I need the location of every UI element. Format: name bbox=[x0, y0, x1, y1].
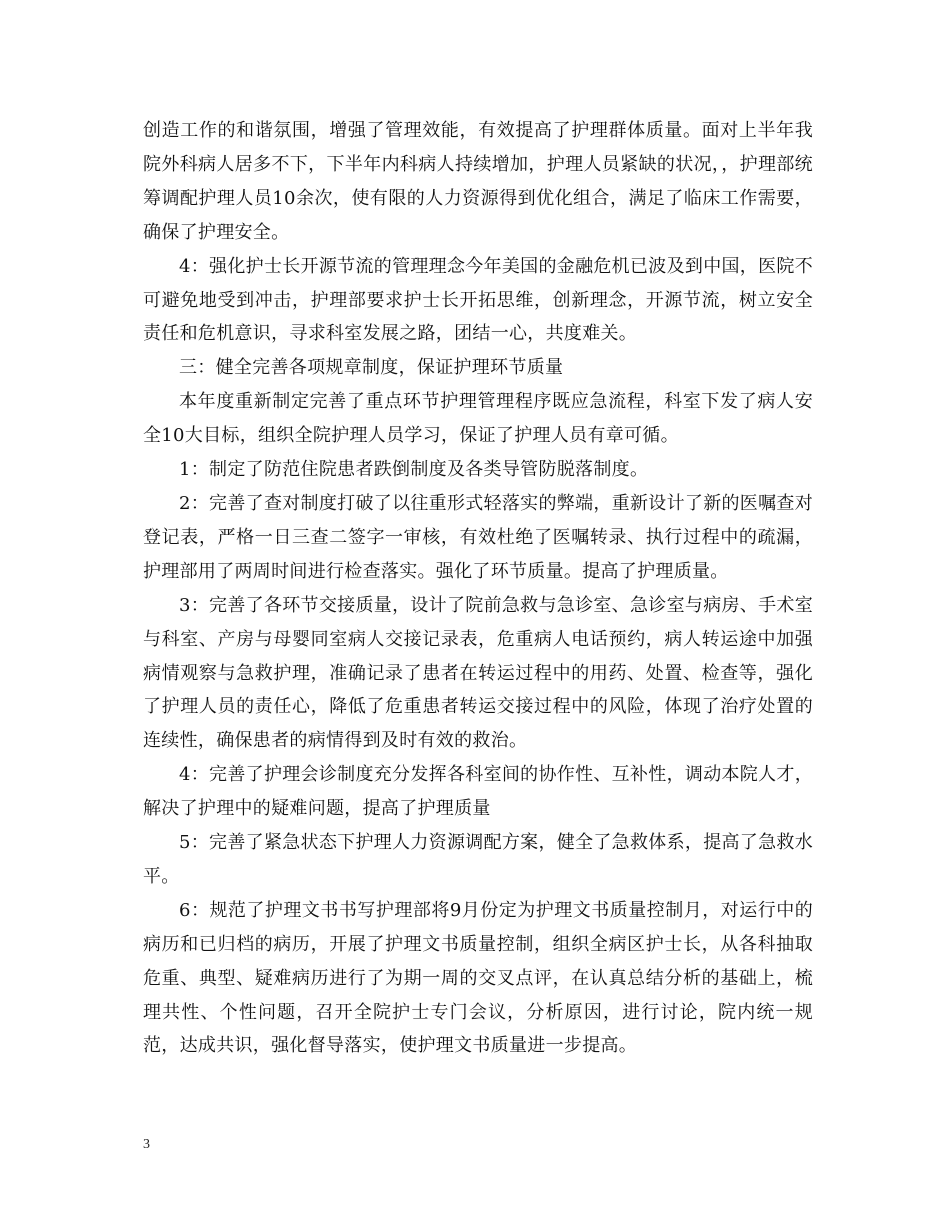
paragraph-section-3-intro: 本年度重新制定完善了重点环节护理管理程序既应急流程，科室下发了病人安全10大目标，组织全院护理人员学习，保证了护理人员有章可循。 bbox=[143, 391, 813, 447]
paragraph-item-4-cost-control: 4：强化护士长开源节流的管理理念今年美国的金融危机已波及到中国，医院不可避免地受到冲击，护理部要求护士长开拓思维，创新理念，开源节流，树立安全责任和危机意识，寻求科室发展之路，团结一心，共度难关。 bbox=[143, 255, 813, 345]
page-number: 3 bbox=[143, 1137, 150, 1152]
paragraph-item-5-emergency: 5：完善了紧急状态下护理人力资源调配方案，健全了急救体系，提高了急救水平。 bbox=[143, 832, 813, 887]
document-body bbox=[143, 114, 813, 1063]
section-heading-3: 三：健全完善各项规章制度，保证护理环节质量 bbox=[179, 357, 564, 379]
paragraph-item-6-documentation: 6：规范了护理文书书写护理部将9月份定为护理文书质量控制月，对运行中的病历和已归档的病历，开展了护理文书质量控制，组织全病区护士长，从各科抽取危重、典型、疑难病历进行了为期一周的交叉点评，在认真总结分析的基础上，梳理共性、个性问题，召开全院护士专门会议，分析原因，进行讨论，院内统一规范，达成共识，强化督导落实，使护理文书质量进一步提高。 bbox=[143, 899, 813, 1057]
paragraph-item-1-fall-prevention: 1：制定了防范住院患者跌倒制度及各类导管防脱落制度。 bbox=[179, 459, 649, 481]
paragraph-continuation: 创造工作的和谐氛围，增强了管理效能，有效提高了护理群体质量。面对上半年我院外科病人居多不下，下半年内科病人持续增加，护理人员紧缺的状况，，护理部统筹调配护理人员10余次，使有限的人力资源得到优化组合，满足了临床工作需要，确保了护理安全。 bbox=[143, 120, 813, 243]
paragraph-item-4-consultation: 4：完善了护理会诊制度充分发挥各科室间的协作性、互补性，调动本院人才，解决了护理中的疑难问题，提高了护理质量 bbox=[143, 764, 813, 820]
paragraph-item-3-handover: 3：完善了各环节交接质量，设计了院前急救与急诊室、急诊室与病房、手术室与科室、产房与母婴同室病人交接记录表，危重病人电话预约，病人转运途中加强病情观察与急救护理，准确记录了患者在转运过程中的用药、处置、检查等，强化了护理人员的责任心，降低了危重患者转运交接过程中的风险，体现了治疗处置的连续性，确保患者的病情得到及时有效的救治。 bbox=[143, 594, 813, 752]
paragraph-item-2-check-system: 2：完善了查对制度打破了以往重形式轻落实的弊端，重新设计了新的医嘱查对登记表，严格一日三查二签字一审核，有效杜绝了医嘱转录、执行过程中的疏漏，护理部用了两周时间进行检查落实。强化了环节质量。提高了护理质量。 bbox=[143, 492, 813, 582]
